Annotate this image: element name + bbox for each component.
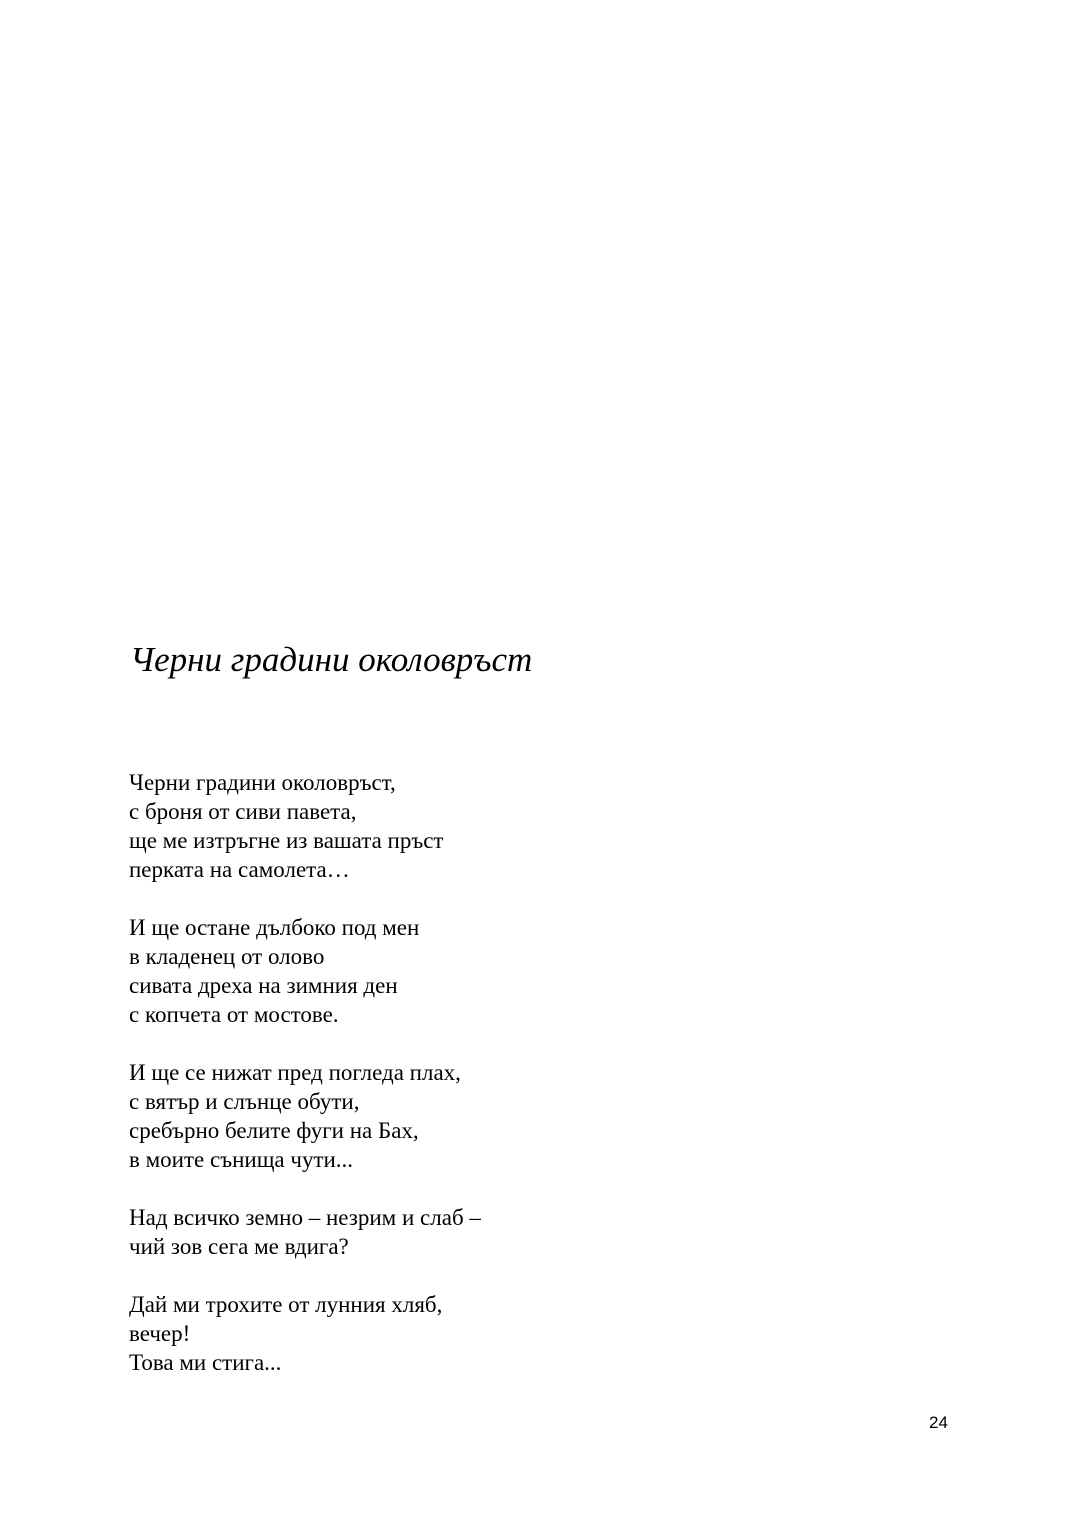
poem-line: сребърно белите фуги на Бах, (129, 1118, 419, 1143)
poem-line: Над всичко земно – незрим и слаб – (129, 1205, 481, 1230)
stanza (129, 1203, 829, 1261)
poem-line: с вятър и слънце обути, (129, 1089, 360, 1114)
poem-line: Това ми стига... (129, 1350, 282, 1375)
poem-line: чий зов сега ме вдига? (129, 1234, 349, 1259)
stanza (129, 1290, 829, 1377)
stanza (129, 768, 829, 884)
poem-line: с копчета от мостове. (129, 1002, 339, 1027)
poem-line: Черни градини околовръст, (129, 770, 396, 795)
poem-line: в кладенец от олово (129, 944, 325, 969)
poem-line: ще ме изтръгне из вашата пръст (129, 828, 444, 853)
poem-line: Дай ми трохите от лунния хляб, (129, 1292, 443, 1317)
page-number: 24 (929, 1413, 948, 1432)
stanza (129, 1058, 829, 1174)
poem-title: Черни градини околовръст (130, 640, 533, 679)
poem-line: в моите сънища чути... (129, 1147, 354, 1172)
poem-line: И ще се нижат пред погледа плах, (129, 1060, 461, 1085)
stanza (129, 913, 829, 1029)
poem-line: сивата дреха на зимния ден (129, 973, 398, 998)
poem-line: с броня от сиви павета, (129, 799, 357, 824)
poem-line: И ще остане дълбоко под мен (129, 915, 420, 940)
poem-body (129, 768, 829, 1406)
poem-line: вечер! (129, 1321, 191, 1346)
poem-line: перката на самолета… (129, 857, 350, 882)
